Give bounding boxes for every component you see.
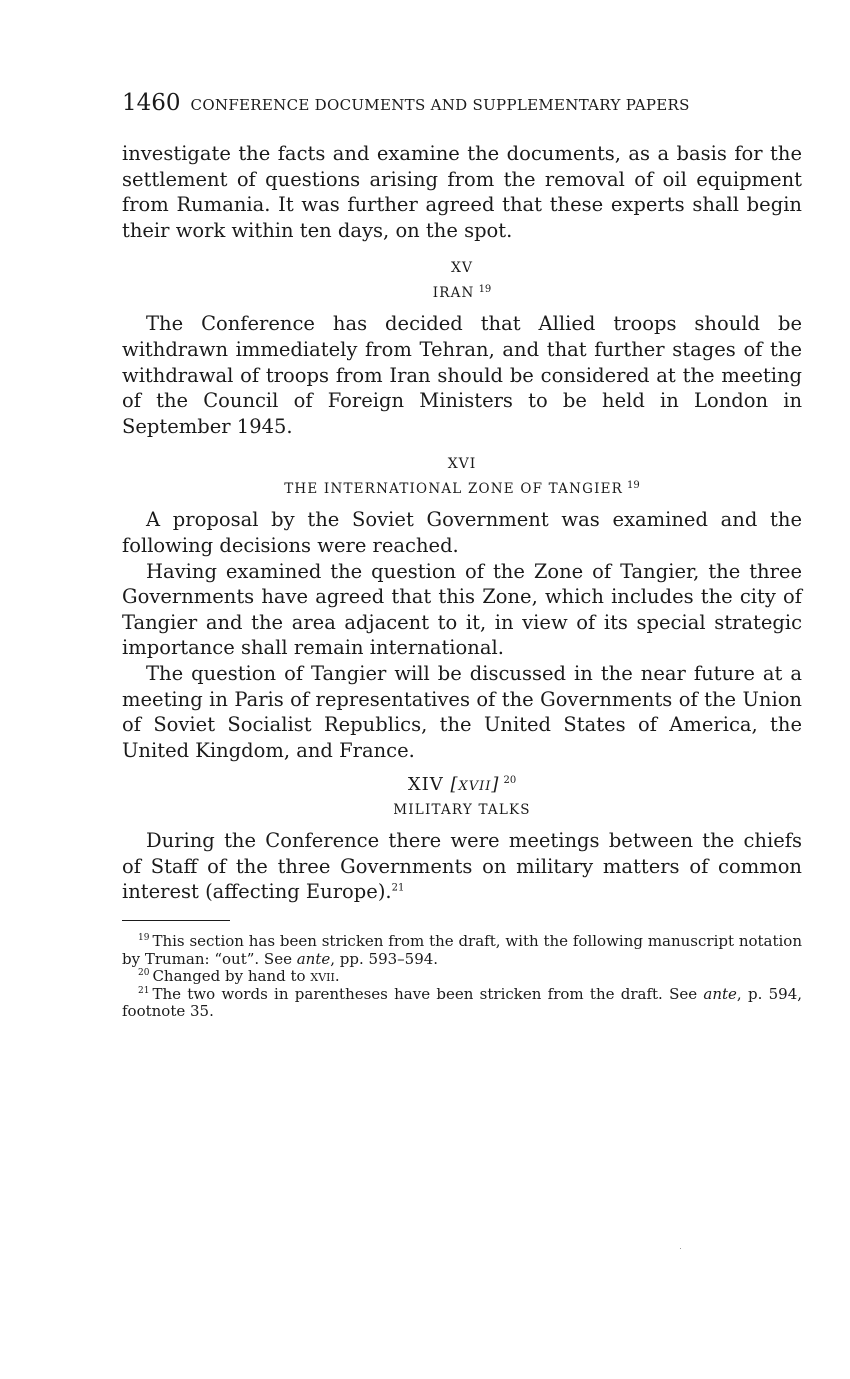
footnote-20-text: Changed by hand to: [152, 967, 311, 985]
footnote-21-text: The two words in parentheses have been stricken from the draft. See: [152, 984, 704, 1003]
footnote-19-text: This section has been stricken from the draft, with the following manuscript notation by Truman: “out”. See: [122, 932, 802, 968]
body-text: [122, 141, 802, 905]
scan-speck: [680, 1248, 681, 1249]
footnote-20: [122, 968, 802, 986]
footnote-divider: [122, 920, 230, 921]
footnote-ref-21[interactable]: 21: [391, 882, 405, 894]
section-xvi-title: [122, 479, 802, 499]
section-xvi-paragraph-2: Having examined the question of the Zone of Tangier, the three Governments have agreed that this Zone, which includes the city of Tangier and the area adjacent to it, in view of its special strategic importance shall remain international.: [122, 559, 802, 660]
section-xiv-number-text: XIV: [407, 774, 444, 796]
continuation-paragraph: investigate the facts and examine the documents, as a basis for the settlement of questions arising from the removal of oil equipment from Rumania. It was further agreed that these experts shall begin their work within ten days, on the spot.: [122, 142, 802, 242]
footnote-19-ante: ante: [296, 949, 331, 968]
running-header: [122, 90, 802, 116]
footnote-20-mark: 20: [138, 968, 150, 978]
footnote-ref-19[interactable]: 19: [478, 283, 492, 295]
section-xv-title: [122, 283, 802, 303]
section-xiv-number: [122, 775, 802, 795]
footnote-19-mark: 19: [138, 933, 150, 943]
section-xvi-paragraph-3: The question of Tangier will be discussed in the near future at a meeting in Paris of representatives of the Governments of the Union of Soviet Socialist Republics, the United States of America, the United Kingdom, and France.: [122, 661, 802, 762]
section-xiv-paragraph-text: During the Conference there were meetings between the chiefs of Staff of the three Governments on military matters of common interest (affecting Europe).: [122, 829, 802, 904]
section-xvi-paragraph-1: A proposal by the Soviet Government was examined and the following decisions were reached.: [122, 508, 802, 557]
footnote-21: [122, 986, 802, 1021]
section-xv-number: XV: [450, 260, 474, 277]
footnote-20-xvii: xvii: [310, 967, 335, 985]
footnote-21-mark: 21: [138, 985, 150, 996]
footnote-ref-19-b[interactable]: 19: [627, 479, 640, 491]
footnote-21-ante: ante: [703, 984, 737, 1003]
footnote-21-pages: , p. 594, footnote 35.: [122, 984, 803, 1020]
section-xv-paragraph: The Conference has decided that Allied troops should be withdrawn immediately from Tehran, and that further stages of the withdrawal of troops from Iran should be considered at the meeting of the Council of Foreign Ministers to be held in London in September 1945.: [122, 312, 802, 438]
section-xiv-bracket: [xvii]: [450, 774, 500, 796]
footnote-19-pages: , pp. 593–594.: [330, 949, 439, 968]
section-xvi-number: XVI: [447, 456, 477, 473]
section-xiv-title: MILITARY TALKS: [393, 802, 531, 819]
footnote-ref-20[interactable]: 20: [503, 775, 517, 787]
footnote-20-end: .: [334, 967, 340, 985]
page-number: 1460: [122, 90, 181, 116]
footnotes: [122, 933, 802, 1021]
running-title: CONFERENCE DOCUMENTS AND SUPPLEMENTARY PAPERS: [190, 96, 690, 114]
section-xv-title-text: IRAN: [432, 285, 475, 302]
section-xiv-paragraph: [122, 828, 802, 905]
footnote-19: [122, 933, 802, 968]
section-xvi-title-text: THE INTERNATIONAL ZONE OF TANGIER: [284, 481, 624, 498]
